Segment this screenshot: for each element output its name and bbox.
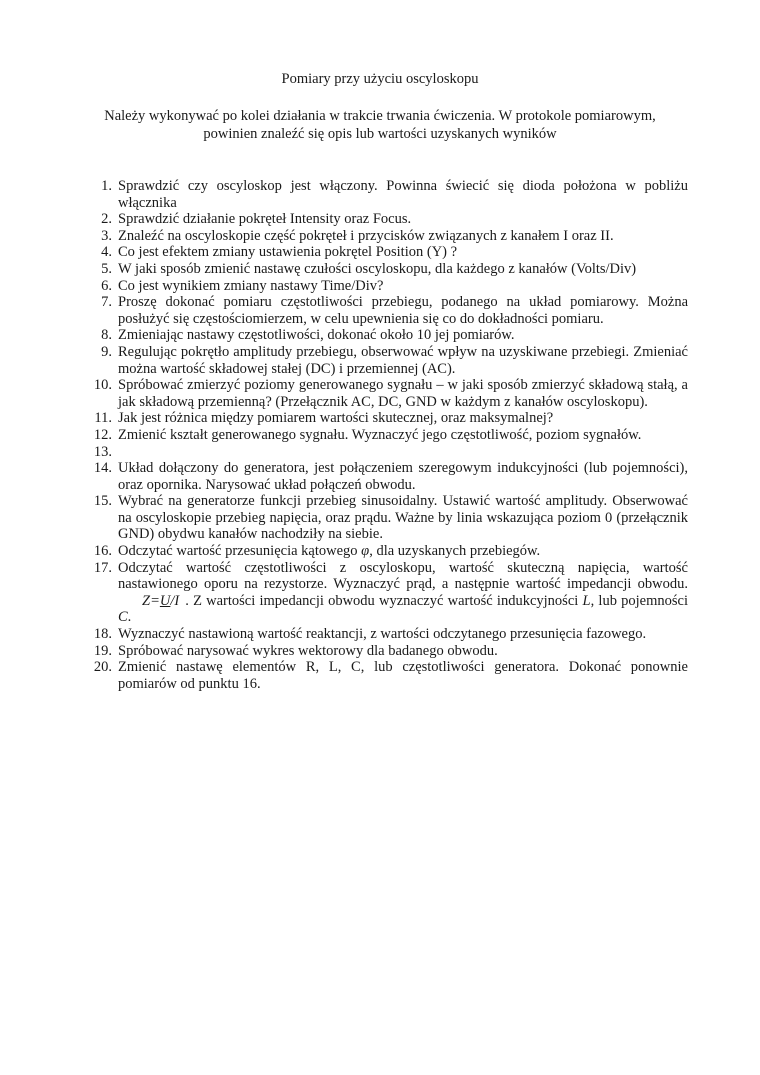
item-text: Spróbować zmierzyć poziomy generowanego sygnału – w jaki sposób zmierzyć składową stałą, a jak składową przemienną? (Przełącznik AC, DC, GND w każdym z kanałów oscyloskopu). — [118, 377, 688, 410]
list-item — [84, 410, 688, 427]
list-item — [84, 244, 688, 261]
item-text-part: . Z wartości impedancji obwodu wyznaczyć wartość indukcyjności — [185, 592, 583, 609]
formula-u: U — [159, 592, 171, 609]
item-number: 1. — [101, 178, 112, 194]
item-number: 11. — [94, 410, 112, 427]
list-item — [84, 560, 688, 626]
list-item — [84, 543, 688, 560]
list-item — [84, 626, 688, 643]
item-text: Wybrać na generatorze funkcji przebieg sinusoidalny. Ustawić wartość amplitudy. Obserwować na oscyloskopie przebieg napięcia, oraz prądu. Ważne by linia wskazująca poziom 0 (przełącznik GND) obydwu kanałów nachodziły na siebie. — [118, 493, 688, 543]
formula-slash: / — [170, 592, 175, 609]
item-number: 9. — [101, 343, 112, 360]
list-item — [84, 294, 688, 327]
item-text-part: , lub pojemności — [590, 592, 688, 609]
item-text — [118, 543, 688, 560]
document-title: Pomiary przy użyciu oscyloskopu — [281, 71, 479, 87]
item-text: Zmieniając nastawy częstotliwości, dokonać około 10 jej pomiarów. — [118, 327, 515, 344]
item-number: 8. — [101, 327, 112, 344]
list-item — [84, 427, 688, 444]
item-number: 16. — [93, 543, 112, 560]
item-text: Znaleźć na oscyloskopie część pokręteł i przycisków związanych z kanałem I oraz II. — [118, 227, 614, 244]
item-text: Co jest wynikiem zmiany nastawy Time/Div? — [118, 277, 384, 294]
item-number: 4. — [101, 244, 112, 261]
item-number: 17. — [93, 559, 112, 576]
list-item — [84, 344, 688, 377]
item-text: Zmienić kształt generowanego sygnału. Wyznaczyć jego częstotliwość, poziom sygnałów. — [118, 426, 642, 443]
list-item — [84, 377, 688, 410]
item-text: Spróbować narysować wykres wektorowy dla badanego obwodu. — [118, 642, 498, 659]
list-item — [84, 178, 688, 211]
list-item — [84, 444, 688, 461]
task-list — [84, 178, 688, 692]
item-text: Jak jest różnica między pomiarem wartości skutecznej, oraz maksymalnej? — [118, 410, 554, 427]
list-item — [84, 278, 688, 295]
item-number: 3. — [101, 227, 112, 244]
list-item — [84, 261, 688, 278]
item-text: Zmienić nastawę elementów R, L, C, lub częstotliwości generatora. Dokonać ponownie pomiarów od punktu 16. — [118, 659, 688, 692]
item-text: W jaki sposób zmienić nastawę czułości oscyloskopu, dla każdego z kanałów (Volts/Div) — [118, 260, 637, 277]
formula-equals: = — [150, 592, 160, 609]
list-item — [84, 228, 688, 245]
item-text-part: Odczytać wartość częstotliwości z oscyloskopu, wartość skuteczną napięcia, wartość nastawionego oporu na rezystorze. Wyznaczyć prąd, a następnie wartość impedancji obwodu. — [118, 559, 688, 593]
item-text-part: . — [127, 609, 132, 626]
item-text: Co jest efektem zmiany ustawienia pokrętel Position (Y) ? — [118, 244, 458, 261]
item-number: 20. — [93, 659, 112, 676]
list-item — [84, 493, 688, 543]
item-text — [118, 444, 688, 461]
list-item — [84, 327, 688, 344]
item-number: 15. — [93, 493, 112, 510]
list-item — [84, 460, 688, 493]
intro-line-1: Należy wykonywać po kolei działania w trakcie trwania ćwiczenia. W protokole pomiarowym, — [104, 108, 656, 124]
impedance-formula — [142, 593, 179, 610]
item-number: 14. — [93, 460, 112, 477]
item-text-part: , dla uzyskanych przebiegów. — [369, 543, 541, 560]
item-number: 7. — [101, 294, 112, 311]
item-text: Układ dołączony do generatora, jest połączeniem szeregowym indukcyjności (lub pojemności), oraz opornika. Narysować układ połączeń obwodu. — [118, 460, 688, 493]
item-number: 12. — [93, 426, 112, 443]
item-number: 2. — [101, 211, 112, 228]
intro-line-2: powinien znaleźć się opis lub wartości uzyskanych wyników — [203, 126, 557, 142]
item-number: 10. — [93, 377, 112, 394]
item-text: Regulując pokrętło amplitudy przebiegu, obserwować wpływ na uzyskiwane przebiegi. Zmieniać można wartość składowej stałej (DC) i przemiennej (AC). — [118, 343, 688, 377]
phi-symbol: φ — [361, 543, 370, 560]
document-intro — [70, 107, 690, 143]
item-text: Wyznaczyć nastawioną wartość reaktancji, z wartości odczytanego przesunięcia fazowego. — [118, 626, 647, 643]
list-item — [84, 211, 688, 228]
list-item — [84, 643, 688, 660]
item-text: Sprawdzić działanie pokręteł Intensity oraz Focus. — [118, 211, 412, 228]
item-number: 6. — [101, 277, 112, 294]
item-number: 5. — [101, 260, 112, 277]
item-text-part: Odczytać wartość przesunięcia kątowego — [118, 543, 362, 560]
item-text — [118, 560, 688, 626]
item-number: 18. — [93, 626, 112, 643]
item-text: Proszę dokonać pomiaru częstotliwości przebiegu, podanego na układ pomiarowy. Można posłużyć się częstościomierzem, w celu upewnienia się co do dokładności pomiaru. — [118, 294, 688, 327]
symbol-l: L — [582, 592, 591, 609]
symbol-c: C — [118, 609, 128, 626]
item-text: Sprawdzić czy oscyloskop jest włączony. Powinna świecić się dioda położona w pobliżu włącznika — [118, 178, 688, 211]
item-number: 19. — [93, 642, 112, 659]
list-item — [84, 659, 688, 692]
formula-i: I — [174, 592, 180, 609]
item-number: 13. — [93, 443, 112, 460]
formula-z: Z — [142, 592, 151, 609]
